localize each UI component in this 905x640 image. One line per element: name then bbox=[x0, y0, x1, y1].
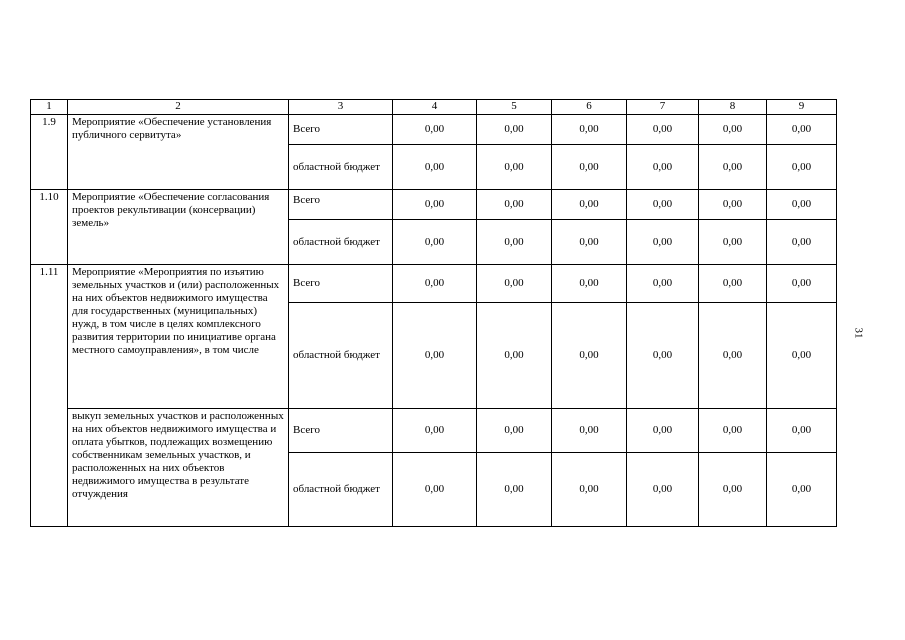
source-label: Всего bbox=[289, 115, 393, 145]
value-cell: 0,00 bbox=[699, 145, 767, 190]
value-cell: 0,00 bbox=[477, 409, 552, 453]
value-cell: 0,00 bbox=[699, 220, 767, 265]
header-row bbox=[31, 100, 837, 115]
value-cell: 0,00 bbox=[767, 145, 837, 190]
value-cell: 0,00 bbox=[393, 145, 477, 190]
source-label: Всего bbox=[289, 409, 393, 453]
source-label: областной бюджет bbox=[289, 453, 393, 527]
value-cell: 0,00 bbox=[552, 303, 627, 409]
value-cell: 0,00 bbox=[552, 220, 627, 265]
header-cell: 9 bbox=[767, 100, 837, 115]
value-cell: 0,00 bbox=[767, 453, 837, 527]
source-label: Всего bbox=[289, 265, 393, 303]
value-cell: 0,00 bbox=[552, 115, 627, 145]
table-row bbox=[31, 115, 837, 145]
row-number: 1.10 bbox=[31, 190, 68, 265]
value-cell: 0,00 bbox=[627, 265, 699, 303]
value-cell: 0,00 bbox=[552, 409, 627, 453]
value-cell: 0,00 bbox=[699, 453, 767, 527]
value-cell: 0,00 bbox=[699, 303, 767, 409]
source-label: областной бюджет bbox=[289, 145, 393, 190]
value-cell: 0,00 bbox=[627, 190, 699, 220]
header-cell: 8 bbox=[699, 100, 767, 115]
value-cell: 0,00 bbox=[477, 453, 552, 527]
row-title: Мероприятие «Мероприятия по изъятию земельных участков и (или) расположенных на них объектов недвижимого имущества для государственных (муниципальных) нужд, в том числе в целях комплексного развития территории по инициативе органа местного самоуправления», в том числе bbox=[68, 265, 289, 409]
value-cell: 0,00 bbox=[477, 220, 552, 265]
value-cell: 0,00 bbox=[552, 453, 627, 527]
value-cell: 0,00 bbox=[767, 115, 837, 145]
value-cell: 0,00 bbox=[477, 303, 552, 409]
value-cell: 0,00 bbox=[393, 303, 477, 409]
header-cell: 6 bbox=[552, 100, 627, 115]
source-label: областной бюджет bbox=[289, 220, 393, 265]
value-cell: 0,00 bbox=[552, 145, 627, 190]
value-cell: 0,00 bbox=[393, 453, 477, 527]
value-cell: 0,00 bbox=[627, 115, 699, 145]
value-cell: 0,00 bbox=[767, 265, 837, 303]
table-row bbox=[31, 409, 837, 453]
source-label: областной бюджет bbox=[289, 303, 393, 409]
value-cell: 0,00 bbox=[767, 409, 837, 453]
value-cell: 0,00 bbox=[627, 220, 699, 265]
value-cell: 0,00 bbox=[627, 145, 699, 190]
page-number: 31 bbox=[852, 327, 865, 339]
header-cell: 7 bbox=[627, 100, 699, 115]
value-cell: 0,00 bbox=[393, 409, 477, 453]
table-row bbox=[31, 190, 837, 220]
value-cell: 0,00 bbox=[627, 453, 699, 527]
value-cell: 0,00 bbox=[552, 190, 627, 220]
header-cell: 2 bbox=[68, 100, 289, 115]
value-cell: 0,00 bbox=[627, 409, 699, 453]
value-cell: 0,00 bbox=[767, 220, 837, 265]
value-cell: 0,00 bbox=[477, 190, 552, 220]
value-cell: 0,00 bbox=[477, 145, 552, 190]
header-cell: 5 bbox=[477, 100, 552, 115]
value-cell: 0,00 bbox=[393, 190, 477, 220]
value-cell: 0,00 bbox=[477, 115, 552, 145]
header-cell: 4 bbox=[393, 100, 477, 115]
row-number: 1.9 bbox=[31, 115, 68, 190]
value-cell: 0,00 bbox=[767, 303, 837, 409]
budget-table bbox=[30, 99, 837, 527]
row-number: 1.11 bbox=[31, 265, 68, 527]
value-cell: 0,00 bbox=[699, 190, 767, 220]
value-cell: 0,00 bbox=[477, 265, 552, 303]
header-cell: 1 bbox=[31, 100, 68, 115]
header-cell: 3 bbox=[289, 100, 393, 115]
value-cell: 0,00 bbox=[699, 409, 767, 453]
value-cell: 0,00 bbox=[627, 303, 699, 409]
row-title: Мероприятие «Обеспечение согласования проектов рекультивации (консервации) земель» bbox=[68, 190, 289, 265]
row-title: Мероприятие «Обеспечение установления публичного сервитута» bbox=[68, 115, 289, 190]
source-label: Всего bbox=[289, 190, 393, 220]
value-cell: 0,00 bbox=[767, 190, 837, 220]
row-title: выкуп земельных участков и расположенных на них объектов недвижимого имущества и оплата убытков, подлежащих возмещению собственникам земельных участков, и расположенных на них объектов недвижимого имущества в результате отчуждения bbox=[68, 409, 289, 527]
value-cell: 0,00 bbox=[393, 265, 477, 303]
table-row bbox=[31, 265, 837, 303]
value-cell: 0,00 bbox=[393, 115, 477, 145]
value-cell: 0,00 bbox=[393, 220, 477, 265]
value-cell: 0,00 bbox=[699, 115, 767, 145]
value-cell: 0,00 bbox=[552, 265, 627, 303]
value-cell: 0,00 bbox=[699, 265, 767, 303]
